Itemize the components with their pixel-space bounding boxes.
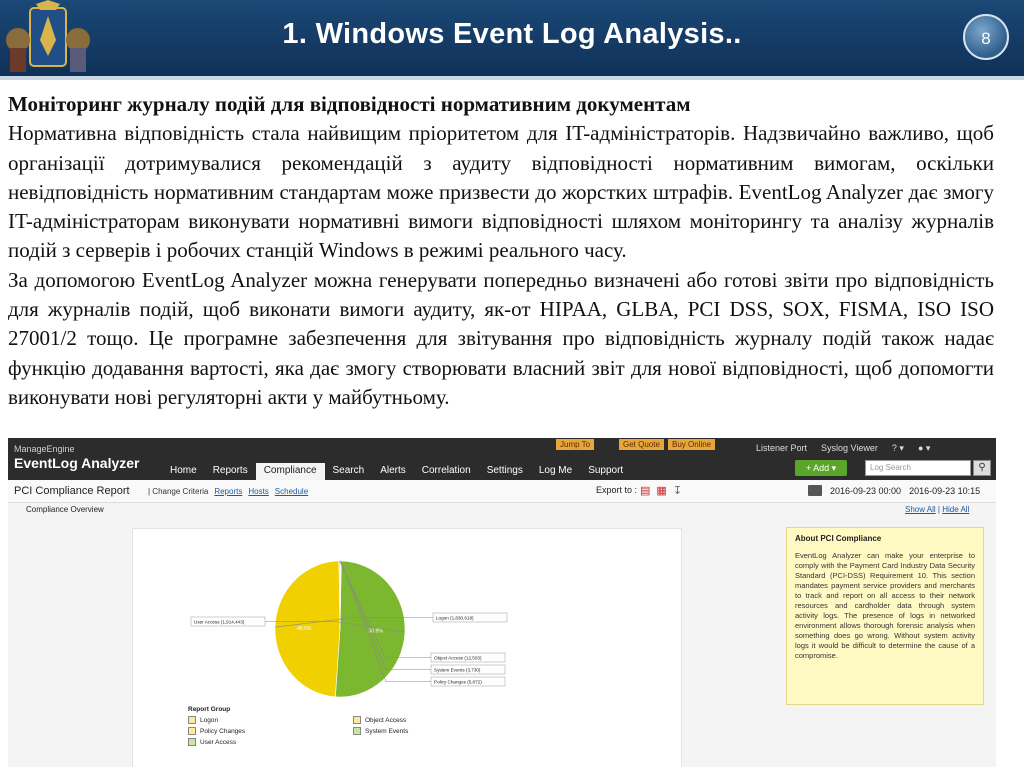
listener-port-link[interactable]: Listener Port: [756, 443, 808, 453]
top-links: [756, 443, 930, 454]
tab-support[interactable]: Support: [588, 465, 624, 476]
section-heading: Моніторинг журналу подій для відповідності нормативним документам: [8, 92, 691, 116]
checkbox-icon: [188, 738, 196, 746]
report-title: PCI Compliance Report: [14, 485, 130, 497]
help-menu[interactable]: ? ▾: [891, 443, 904, 453]
legend-title: Report Group: [188, 706, 231, 713]
slide-header: [0, 0, 1024, 76]
tab-reports[interactable]: Reports: [212, 465, 248, 476]
report-group-legend: [188, 706, 518, 746]
checkbox-icon: [188, 716, 196, 724]
jump-to-button[interactable]: Jump To: [556, 439, 594, 450]
search-button[interactable]: [973, 460, 991, 476]
log-search-input[interactable]: Log Search: [865, 460, 971, 476]
report-links: [148, 487, 308, 496]
slice-callout-label: Logon (1,830,618): [436, 615, 474, 621]
paragraph-1: Нормативна відповідність стала найвищим пріоритетом для IT-адміністраторів. Надзвичайно важливо, щоб організації дотримувалися рекомендацій з аудиту відповідності нормативним вимогам, оскільки невідповідність нормативним стандартам може призвести до жорстких штрафів. EventLog Analyzer дає змогу IT-адміністраторам виконувати нормативні вимоги відповідності шляхом моніторингу та аналізу журналів подій з серверів і робочих станцій Windows в режимі реального часу.: [8, 121, 994, 263]
about-text: EventLog Analyzer can make your enterprise to comply with the Payment Card Industry Data Security Standard (PCI-DSS) Requirement 10. This section mandates payment service providers and merchants to track and report on all access to their network resources and cardholder data through system activity logs. The presence of logs in networked environment allows thorough forensic analysis when something does go wrong. Without system activity logs it would be difficult to determine the cause of a compromise.: [795, 551, 975, 660]
csv-export-icon[interactable]: ▦: [656, 485, 667, 497]
slice-percent-label: 50.9%: [368, 628, 383, 635]
tab-alerts[interactable]: Alerts: [380, 465, 406, 476]
slide-title: 1. Windows Event Log Analysis..: [282, 18, 742, 50]
page-number-badge: 8: [963, 14, 1009, 60]
slice-callout-label: Object Access (12,503): [434, 655, 482, 661]
get-quote-button[interactable]: Get Quote: [619, 439, 664, 450]
about-title: About PCI Compliance: [795, 534, 882, 543]
report-toolbar: [8, 480, 996, 503]
download-icon[interactable]: ↧: [672, 485, 683, 497]
legend-item-system-events[interactable]: System Events: [353, 727, 518, 735]
search-icon: ⚲: [978, 462, 986, 473]
syslog-viewer-link[interactable]: Syslog Viewer: [821, 443, 878, 453]
slice-callout-label: System Events (3,730): [434, 667, 481, 673]
paragraph-2: За допомогою EventLog Analyzer можна генерувати попередньо визначені або готові звіти про відповідність для журналів подій, щоб виконати вимоги аудиту, як-от HIPAA, GLBA, PCI DSS, SOX, FISMA, ISO ISO 27001/2 тощо. Це програмне забезпечення для звітування про відповідність журналу подій також надає функцію додавання вартості, яка дає змогу створювати власний звіт для нової відповідності, щоб допомогти виконувати нові регуляторні акти у майбутньому.: [8, 267, 994, 409]
show-all-link[interactable]: Show All: [905, 505, 936, 514]
export-icons: [640, 484, 682, 497]
tab-home[interactable]: Home: [170, 465, 197, 476]
date-to: 2016-09-23 10:15: [909, 485, 981, 496]
about-pci-panel: [786, 527, 984, 705]
tab-correlation[interactable]: Correlation: [421, 465, 471, 476]
change-criteria-link[interactable]: | Change Criteria: [148, 487, 209, 496]
reports-link[interactable]: Reports: [214, 487, 243, 496]
calendar-icon: [808, 485, 822, 496]
buy-online-button[interactable]: Buy Online: [668, 439, 715, 450]
tab-log-me[interactable]: Log Me: [538, 465, 573, 476]
hosts-link[interactable]: Hosts: [248, 487, 269, 496]
slice-percent-label: 48.6%: [297, 625, 312, 632]
date-from: 2016-09-23 00:00: [830, 485, 902, 496]
compliance-overview-label: Compliance Overview: [26, 505, 104, 514]
pdf-export-icon[interactable]: ▤: [640, 485, 651, 497]
export-label: Export to :: [596, 485, 638, 495]
tab-settings[interactable]: Settings: [486, 465, 523, 476]
brand-product: EventLog Analyzer: [14, 455, 140, 471]
legend-item-policy-changes[interactable]: Policy Changes: [188, 727, 353, 735]
add-button[interactable]: + Add ▾: [795, 460, 847, 476]
main-nav: [162, 463, 631, 480]
tab-compliance[interactable]: Compliance: [256, 463, 325, 480]
brand-vendor: ManageEngine: [14, 444, 75, 454]
tab-search[interactable]: Search: [332, 465, 365, 476]
legend-item-user-access[interactable]: User Access: [188, 738, 353, 746]
hide-all-link[interactable]: Hide All: [942, 505, 970, 514]
user-menu[interactable]: ● ▾: [917, 443, 931, 453]
eventlog-analyzer-screenshot: [8, 438, 996, 767]
schedule-link[interactable]: Schedule: [274, 487, 309, 496]
checkbox-icon: [353, 727, 361, 735]
header-divider: [0, 76, 1024, 80]
show-hide-links: Show All | Hide All: [905, 505, 970, 514]
app-topbar: [8, 438, 996, 480]
legend-item-logon[interactable]: Logon: [188, 716, 353, 724]
slice-callout-label: User Access (1,914,443): [194, 619, 245, 625]
checkbox-icon: [353, 716, 361, 724]
app-brand[interactable]: [14, 444, 140, 471]
slide-body: [8, 90, 994, 412]
checkbox-icon: [188, 727, 196, 735]
date-range[interactable]: [808, 485, 980, 496]
slice-callout-label: Policy Changes (5,872): [434, 679, 482, 685]
legend-item-object-access[interactable]: Object Access: [353, 716, 518, 724]
